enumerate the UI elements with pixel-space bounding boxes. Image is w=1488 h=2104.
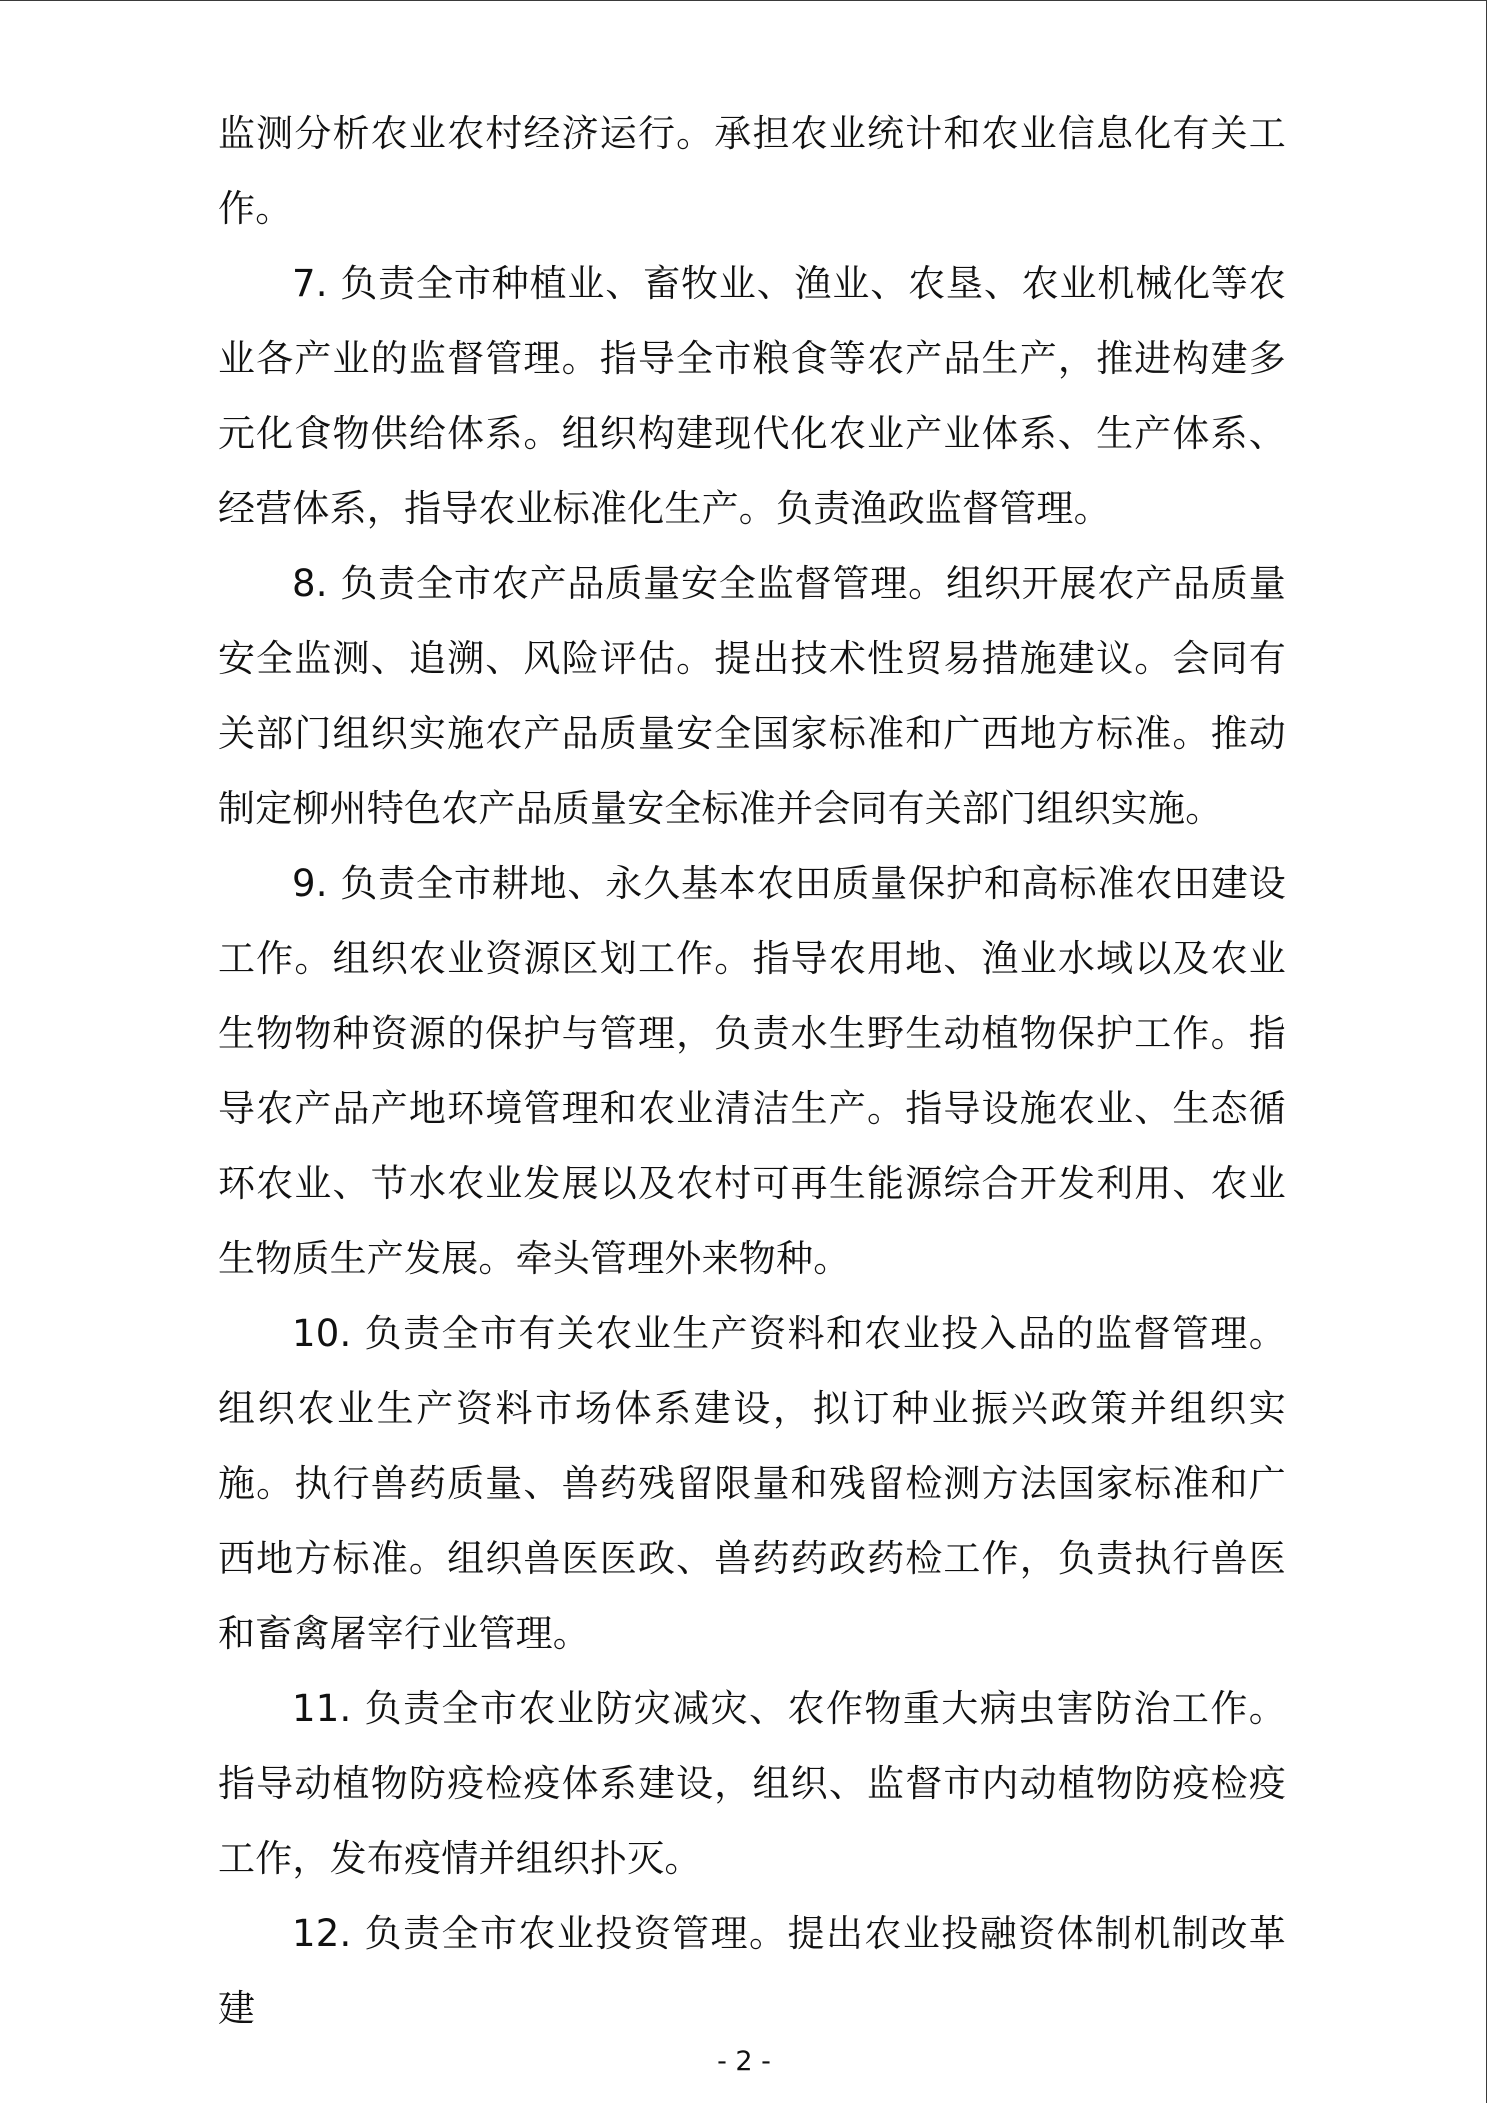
paragraph-item-10: 10. 负责全市有关农业生产资料和农业投入品的监督管理。组织农业生产资料市场体系建设，拟订种业振兴政策并组织实施。执行兽药质量、兽药残留限量和残留检测方法国家标准和广西地方标准。组织兽医医政、兽药药政药检工作，负责执行兽医和畜禽屠宰行业管理。 — [218, 1312, 1286, 1655]
document-body — [218, 96, 1286, 2046]
paragraph-item-9: 9. 负责全市耕地、永久基本农田质量保护和高标准农田建设工作。组织农业资源区划工作。指导农用地、渔业水域以及农业生物物种资源的保护与管理，负责水生野生动植物保护工作。指导农产品产地环境管理和农业清洁生产。指导设施农业、生态循环农业、节水农业发展以及农村可再生能源综合开发利用、农业生物质生产发展。牵头管理外来物种。 — [218, 862, 1286, 1280]
paragraph-item-7: 7. 负责全市种植业、畜牧业、渔业、农垦、农业机械化等农业各产业的监督管理。指导全市粮食等农产品生产，推进构建多元化食物供给体系。组织构建现代化农业产业体系、生产体系、经营体系，指导农业标准化生产。负责渔政监督管理。 — [218, 262, 1286, 530]
paragraph-item-11: 11. 负责全市农业防灾减灾、农作物重大病虫害防治工作。指导动植物防疫检疫体系建设，组织、监督市内动植物防疫检疫工作，发布疫情并组织扑灭。 — [218, 1687, 1286, 1880]
paragraph-continuation: 监测分析农业农村经济运行。承担农业统计和农业信息化有关工作。 — [218, 112, 1286, 230]
page-number: - 2 - — [717, 2046, 771, 2077]
paragraph-item-8: 8. 负责全市农产品质量安全监督管理。组织开展农产品质量安全监测、追溯、风险评估。提出技术性贸易措施建议。会同有关部门组织实施农产品质量安全国家标准和广西地方标准。推动制定柳州特色农产品质量安全标准并会同有关部门组织实施。 — [218, 562, 1286, 830]
paragraph-item-12: 12. 负责全市农业投资管理。提出农业投融资体制机制改革建 — [218, 1912, 1286, 2030]
